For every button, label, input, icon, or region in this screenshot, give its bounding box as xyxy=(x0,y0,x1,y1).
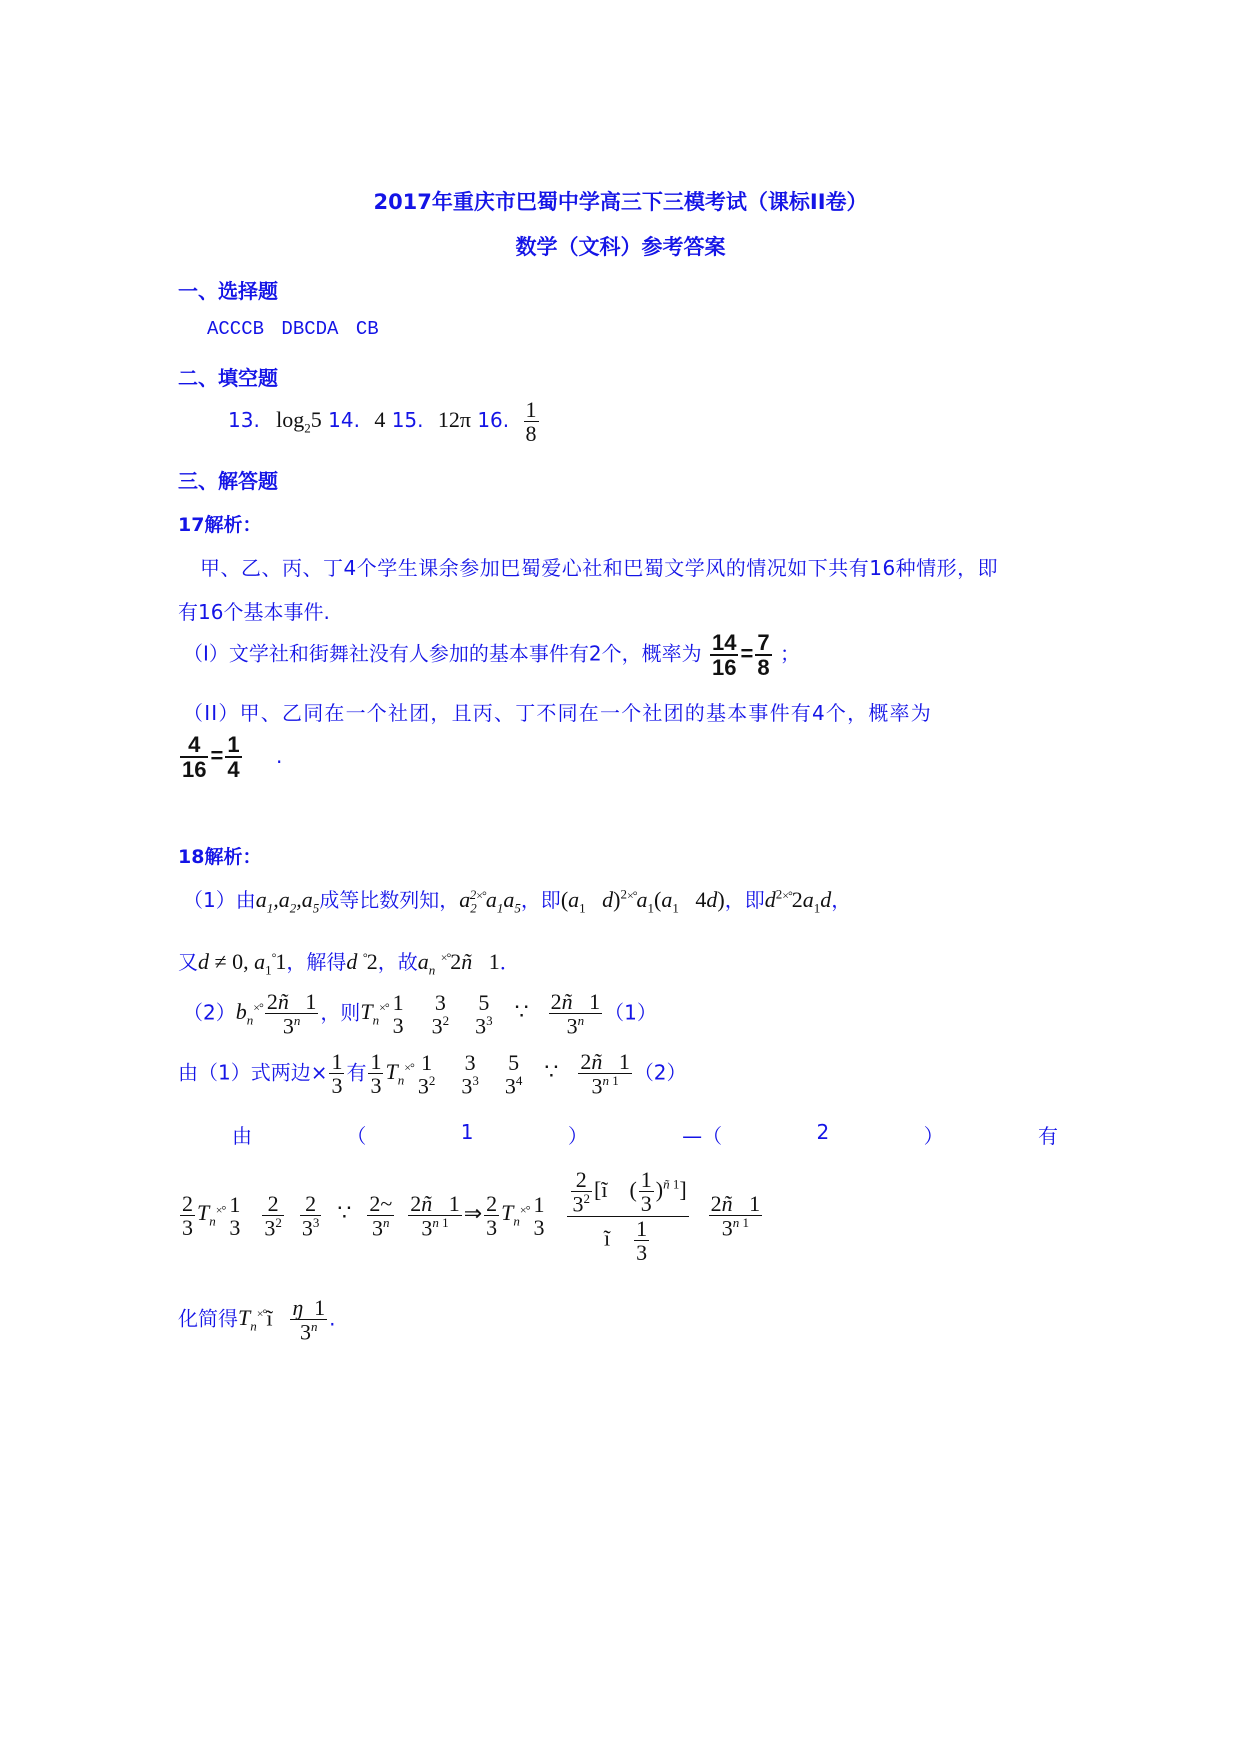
choice-answers: ACCCB DBCDA CB xyxy=(207,318,379,340)
section-heading-fill: 二、填空题 xyxy=(178,366,278,390)
fill-num-16: 16. xyxy=(477,408,510,433)
q17-line1: 甲、乙、丙、丁4个学生课余参加巴蜀爱心社和巴蜀文学风的情况如下共有16种情形，即 xyxy=(200,556,999,580)
q18-line2: 又d ≠ 0, $a_1^\circ 1$，解得d °2，故$a_n$ ×°2ñ 1． xyxy=(178,949,520,978)
section-heading-solutions: 三、解答题 xyxy=(178,469,278,493)
fill-answer-14: 4 xyxy=(374,407,386,433)
q18-line7: 化简得$T_n^{\times^\circ}ĩ$ $\frac{ŋ 1}{3^n}$ . xyxy=(178,1295,336,1345)
section-heading-choice: 一、选择题 xyxy=(178,279,278,303)
q18-line4: 由（1）式两边× $\frac{1}{3}$ 有 $\frac{1}{3}$ $T_n^{\times^\circ}$ 1 $3^2$ 3 $3^3$ 5 $3^4$ ∵ $\frac{2ñ 1}{3^{n 1}}$ （2） xyxy=(178,1049,687,1099)
q17-line2: 有16个基本事件. xyxy=(178,600,330,624)
q18-line6-equation: $\frac{2}{3}$ $T_n^{\times^\circ}$ 1 3 $\frac{2}{3^2}$ $\frac{2}{3^3}$ ∵ $\frac{2\sim}{3^n}$ $\frac{2ñ 1}{3^{n 1}}$ ⇒ $\frac{2}{3}$ $T_n^{\times^\circ}$ 1 3 $\frac{2}{3^2}$ [ĩ ( $\frac{1}{3}$ )$^{ñ 1}$] ĩ $\frac{1}{3}$ $\frac{2ñ 1}{3^{n 1}}$ xyxy=(182,1167,761,1265)
q17-part2-result: $\frac{4}{16}$ = $\frac{1}{4}$ . xyxy=(182,732,283,783)
fill-answer-15: 12π xyxy=(437,407,471,433)
fill-num-14: 14. xyxy=(328,408,360,433)
fill-answer-13: $\log_25$ xyxy=(276,407,322,436)
fill-answer-16: $\frac{1}{8}$ xyxy=(525,397,537,447)
document-subtitle: 数学（文科）参考答案 xyxy=(515,235,726,259)
q18-line3: $(2)b_n^{\times^\circ}$ $\frac{2ñ 1}{3^n}$ ，则$T_n^{\times^\circ}$ 1 3 3 $3^2$ 5 $3^3$ ∵ $\frac{2ñ 1}{3^n}$ （1） xyxy=(183,989,657,1039)
fill-num-13: 13. xyxy=(228,408,260,433)
q18-label: 18解析： xyxy=(178,846,262,868)
q18-line1: （1）由$a_1,a_2,a_5$成等比数列知，$a_2^{2\times^\circ}a_1a_5$，即($a_1$ $d)^{2\times^\circ}a_1(a_1$ 4d)，即$d^{2\times^\circ}2a_1d$， xyxy=(183,886,852,916)
document-title: 2017年重庆市巴蜀中学高三下三模考试（课标II卷） xyxy=(373,190,868,214)
fill-num-15: 15. xyxy=(391,408,424,433)
q17-part1: （I）文学社和街舞社没有人参加的基本事件有2个，概率为 $\frac{14}{16}$ = $\frac{7}{8}$ ； xyxy=(183,630,800,681)
q18-line5: 由 （ 1 ） —（ 2 ） 有 xyxy=(232,1120,1058,1148)
q17-label: 17解析： xyxy=(178,514,262,536)
q17-part2: （II）甲、乙同在一个社团，且丙、丁不同在一个社团的基本事件有4个，概率为 xyxy=(183,701,932,725)
fill-answers xyxy=(228,398,541,445)
